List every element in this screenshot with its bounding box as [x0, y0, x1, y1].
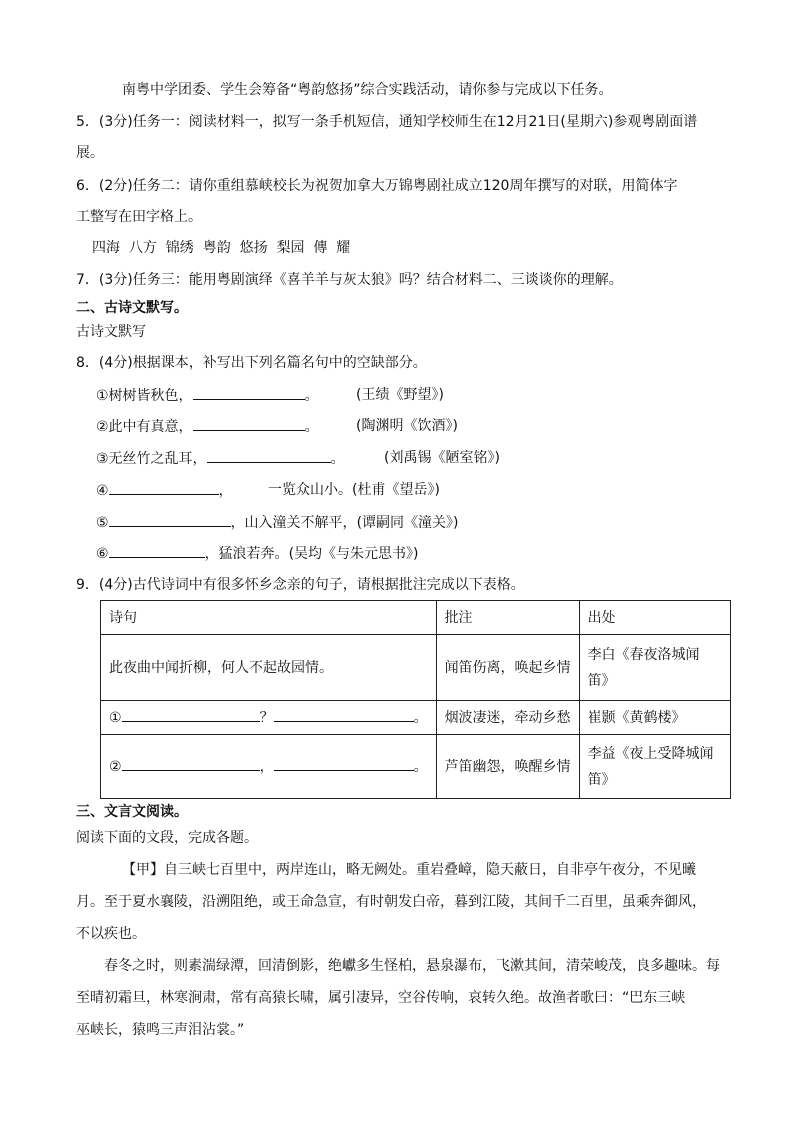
passage-line: 月。至于夏水襄陵，沿溯阻绝，或王命急宣，有时朝发白帝，暮到江陵，其间千二百里，虽乘奔御风，	[76, 894, 706, 910]
answer-blank[interactable]	[193, 416, 305, 431]
table-header-note: 批注	[436, 601, 579, 635]
q8-item-source: (刘禹锡《陋室铭》)	[384, 450, 500, 466]
q8-item-source: (吴均《与朱元思书》)	[288, 546, 419, 562]
q8-item	[96, 543, 419, 564]
q8-prompt: 8．(4分)根据课本，补写出下列名篇名句中的空缺部分。	[76, 355, 427, 371]
q5-line2: 展。	[76, 145, 104, 161]
note-text: 芦笛幽怨，唤醒乡情	[444, 758, 571, 775]
q8-item-post-text: 一览众山小。	[268, 482, 352, 498]
q7-text: 7．(3分)任务三：能用粤剧演绎《喜羊羊与灰太狼》吗？结合材料二、三谈谈你的理解。	[76, 272, 623, 288]
q8-item-pre: ④	[96, 483, 109, 499]
answer-blank[interactable]	[207, 448, 331, 463]
table-cell-poem: 此夜曲中闻折柳，何人不起故园情。	[101, 635, 437, 701]
note-text: 烟波凄迷，牵动乡愁	[444, 709, 571, 726]
answer-blank[interactable]	[274, 756, 414, 771]
source-line1: 李益《夜上受降城闻	[587, 745, 714, 762]
q8-item-mid: ，	[218, 483, 233, 499]
q8-item-source: (王绩《野望》)	[356, 387, 444, 403]
q8-item-pre: ③无丝竹之乱耳，	[96, 451, 207, 467]
q9-table	[100, 600, 731, 799]
table-cell-poem	[101, 701, 437, 735]
section3-title: 三、文言文阅读。	[76, 804, 188, 820]
poem-index: ①	[109, 709, 122, 726]
poem-end: 。	[413, 709, 428, 726]
q8-item-post: 。	[304, 388, 319, 404]
table-cell-poem	[101, 735, 437, 799]
table-header-source: 出处	[579, 601, 730, 635]
q8-item	[96, 385, 319, 406]
q6-line1: 6．(2分)任务二：请你重组慕峡校长为祝贺加拿大万锦粤剧社成立120周年撰写的对联，用简体字	[76, 178, 678, 194]
table-cell-source	[579, 635, 730, 701]
answer-blank[interactable]	[274, 707, 414, 722]
q8-item-post: 。	[330, 451, 345, 467]
q8-item	[96, 448, 345, 469]
passage-line: 【甲】自三峡七百里中，两岸连山，略无阙处。重岩叠嶂，隐天蔽日，自非亭午夜分，不见曦	[122, 862, 696, 878]
q8-item-pre: ⑥	[96, 546, 109, 562]
table-cell-source	[579, 735, 730, 799]
q8-item-source: (杜甫《望岳》)	[352, 482, 440, 498]
intro-text: 南粤中学团委、学生会筹备“粤韵悠扬”综合实践活动，请你参与完成以下任务。	[122, 82, 613, 98]
answer-blank[interactable]	[109, 512, 231, 527]
q8-item	[96, 480, 233, 501]
passage-line: 至晴初霜旦，林寒涧肃，常有高猿长啸，属引凄异，空谷传响，哀转久绝。故渔者歌曰：“巴东三峡	[76, 990, 686, 1006]
q5-line1: 5．(3分)任务一：阅读材料一，拟写一条手机短信，通知学校师生在12月21日(星期六)参观粤剧面谱	[76, 114, 698, 130]
source-line1: 李白《春夜洛城闻	[587, 646, 700, 663]
poem-end: 。	[413, 758, 428, 775]
answer-blank[interactable]	[122, 707, 260, 722]
section2-subtitle: 古诗文默写	[76, 324, 146, 340]
q9-prompt: 9．(4分)古代诗词中有很多怀乡念亲的句子，请根据批注完成以下表格。	[76, 577, 525, 593]
table-row	[101, 735, 731, 799]
table-cell-source	[579, 701, 730, 735]
table-cell-note	[436, 701, 579, 735]
q8-item-pre: ②此中有真意，	[96, 419, 193, 435]
answer-blank[interactable]	[122, 756, 260, 771]
section3-subtitle: 阅读下面的文段，完成各题。	[76, 830, 258, 846]
table-row	[101, 701, 731, 735]
poem-index: ②	[109, 758, 122, 775]
source-line2: 笛》	[587, 771, 616, 788]
table-header-row	[101, 601, 731, 635]
section2-title: 二、古诗文默写。	[76, 300, 188, 316]
answer-blank[interactable]	[193, 385, 305, 400]
table-cell-note	[436, 735, 579, 799]
answer-blank[interactable]	[109, 543, 205, 558]
source-line2: 笛》	[587, 672, 616, 689]
table-row	[101, 635, 731, 701]
poem-mid: ，	[259, 758, 274, 775]
q8-item	[96, 416, 319, 437]
note-text: 闻笛伤离，唤起乡情	[444, 659, 571, 676]
source-line1: 崔颢《黄鹤楼》	[587, 709, 686, 726]
q8-item-pre: ⑤	[96, 515, 109, 531]
passage-line: 春冬之时，则素湍绿潭，回清倒影，绝巘多生怪柏，悬泉瀑布，飞漱其间，清荣峻茂，良多趣味。每	[104, 958, 720, 974]
q8-item-post	[268, 480, 440, 500]
table-cell-note	[436, 635, 579, 701]
answer-blank[interactable]	[109, 480, 219, 495]
q8-item-post: 。	[304, 419, 319, 435]
q6-line2: 工整写在田字格上。	[76, 209, 202, 225]
table-header-poem: 诗句	[101, 601, 437, 635]
poem-mid: ？	[259, 709, 274, 726]
q8-item-source: (陶渊明《饮酒》)	[356, 418, 458, 434]
q8-item-source: (谭嗣同《潼关》)	[356, 515, 459, 531]
passage-line: 不以疾也。	[76, 926, 146, 942]
q8-item	[96, 512, 459, 533]
q8-item-mid: ，山入潼关不解平，	[230, 515, 357, 531]
q8-item-pre: ①树树皆秋色，	[96, 388, 193, 404]
q8-item-mid: ，猛浪若奔。	[204, 546, 289, 562]
q6-words: 四海 八方 锦绣 粤韵 悠扬 梨园 傳 耀	[92, 240, 351, 256]
passage-line: 巫峡长，猿鸣三声泪沾裳。”	[76, 1022, 245, 1038]
